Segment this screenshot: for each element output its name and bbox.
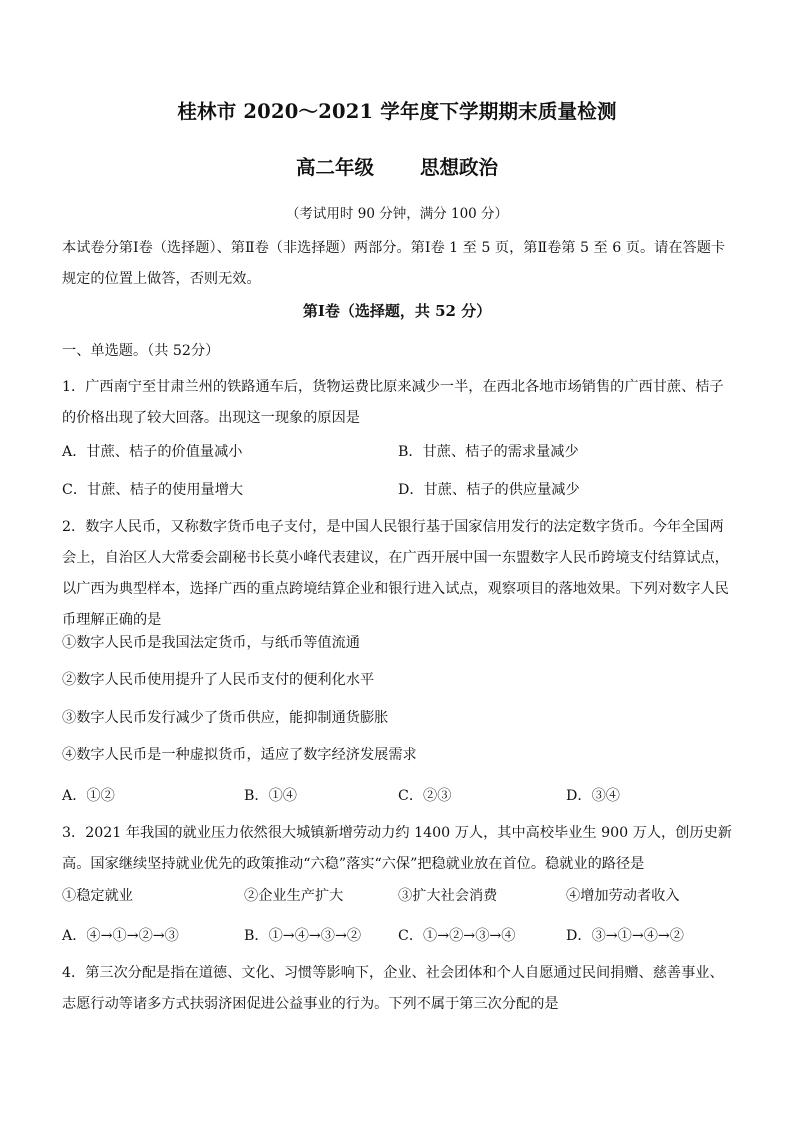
part-label: 一、单选题。（共 52分） [62, 343, 220, 359]
question-3-statement-3: ③扩大社会消费 [398, 888, 498, 904]
question-2-option-a: A．①② [62, 788, 115, 804]
question-1-stem: 1．广西南宁至甘肃兰州的铁路通车后，货物运费比原来减少一半，在西北各地市场销售的广西甘蔗、桔子的价格出现了较大回落。出现这一现象的原因是 [62, 379, 724, 426]
question-3-options [62, 925, 742, 949]
question-3-option-a: A．④→①→②→③ [62, 928, 179, 944]
section-title: 第Ⅰ卷（选择题，共 52 分） [302, 302, 492, 320]
question-3-stem: 3．2021 年我国的就业压力依然很大城镇新增劳动力约 1400 万人，其中高校毕业生 900 万人，创历史新高。国家继续坚持就业优先的政策推动“六稳”落实“六保”把稳就业放在首位。稳就业的路径是 [62, 825, 732, 872]
question-3-statement-4: ④增加劳动者收入 [566, 888, 680, 904]
question-1-option-b: B．甘蔗、桔子的需求量减少 [398, 444, 579, 460]
question-3-option-d: D．③→①→④→② [566, 928, 684, 944]
question-2-statement-2: ②数字人民币使用提升了人民币支付的便利化水平 [62, 672, 375, 688]
question-3-option-b: B．①→④→③→② [244, 928, 362, 944]
subject-label: 思想政治 [420, 156, 499, 179]
question-1-option-a: A．甘蔗、桔子的价值量减小 [62, 444, 243, 460]
question-3-option-c: C．①→②→③→④ [398, 928, 516, 944]
grade-subject-line [0, 152, 794, 180]
question-2-statement-1: ①数字人民币是我国法定货币，与纸币等值流通 [62, 635, 360, 651]
question-1-options-row-2 [62, 479, 742, 503]
grade-label: 高二年级 [295, 156, 374, 179]
question-2-stem: 2．数字人民币，又称数字货币电子支付，是中国人民银行基于国家信用发行的法定数字货币。今年全国两会上，自治区人大常委会副秘书长莫小峰代表建议，在广西开展中国一东盟数字人民币跨境支付结算试点，以广西为典型样本，选择广西的重点跨境结算企业和银行进入试点，观察项目的落地效果。下列对数字人民币理解正确的是 [62, 519, 729, 628]
question-2-options [62, 785, 742, 809]
question-2-statement-4: ④数字人民币是一种虚拟货币，适应了数字经济发展需求 [62, 747, 417, 763]
exam-info: （考试用时 90 分钟，满分 100 分） [285, 206, 509, 222]
question-2-option-c: C．②③ [398, 788, 452, 804]
question-1-option-d: D．甘蔗、桔子的供应量减少 [398, 482, 580, 498]
question-3-statement-1: ①稳定就业 [62, 888, 133, 904]
instructions-text: 本试卷分第Ⅰ卷（选择题）、第Ⅱ卷（非选择题）两部分。第Ⅰ卷 1 至 5 页，第Ⅱ卷第 5 至 6 页。请在答题卡规定的位置上做答，否则无效。 [62, 240, 726, 287]
question-1-option-c: C．甘蔗、桔子的使用量增大 [62, 482, 244, 498]
question-3-statement-2: ②企业生产扩大 [244, 888, 344, 904]
question-4-stem: 4．第三次分配是指在道德、文化、习惯等影响下，企业、社会团体和个人自愿通过民间捐赠、慈善事业、志愿行动等诸多方式扶弱济困促进公益事业的行为。下列不属于第三次分配的是 [62, 965, 724, 1012]
question-3-statements [62, 885, 742, 909]
exam-title: 桂林市 2020～2021 学年度下学期期末质量检测 [177, 100, 617, 123]
question-2-statement-3: ③数字人民币发行减少了货币供应，能抑制通货膨胀 [62, 710, 389, 726]
question-2-option-d: D．③④ [566, 788, 620, 804]
question-1-options-row-1 [62, 441, 742, 465]
question-2-option-b: B．①④ [244, 788, 297, 804]
